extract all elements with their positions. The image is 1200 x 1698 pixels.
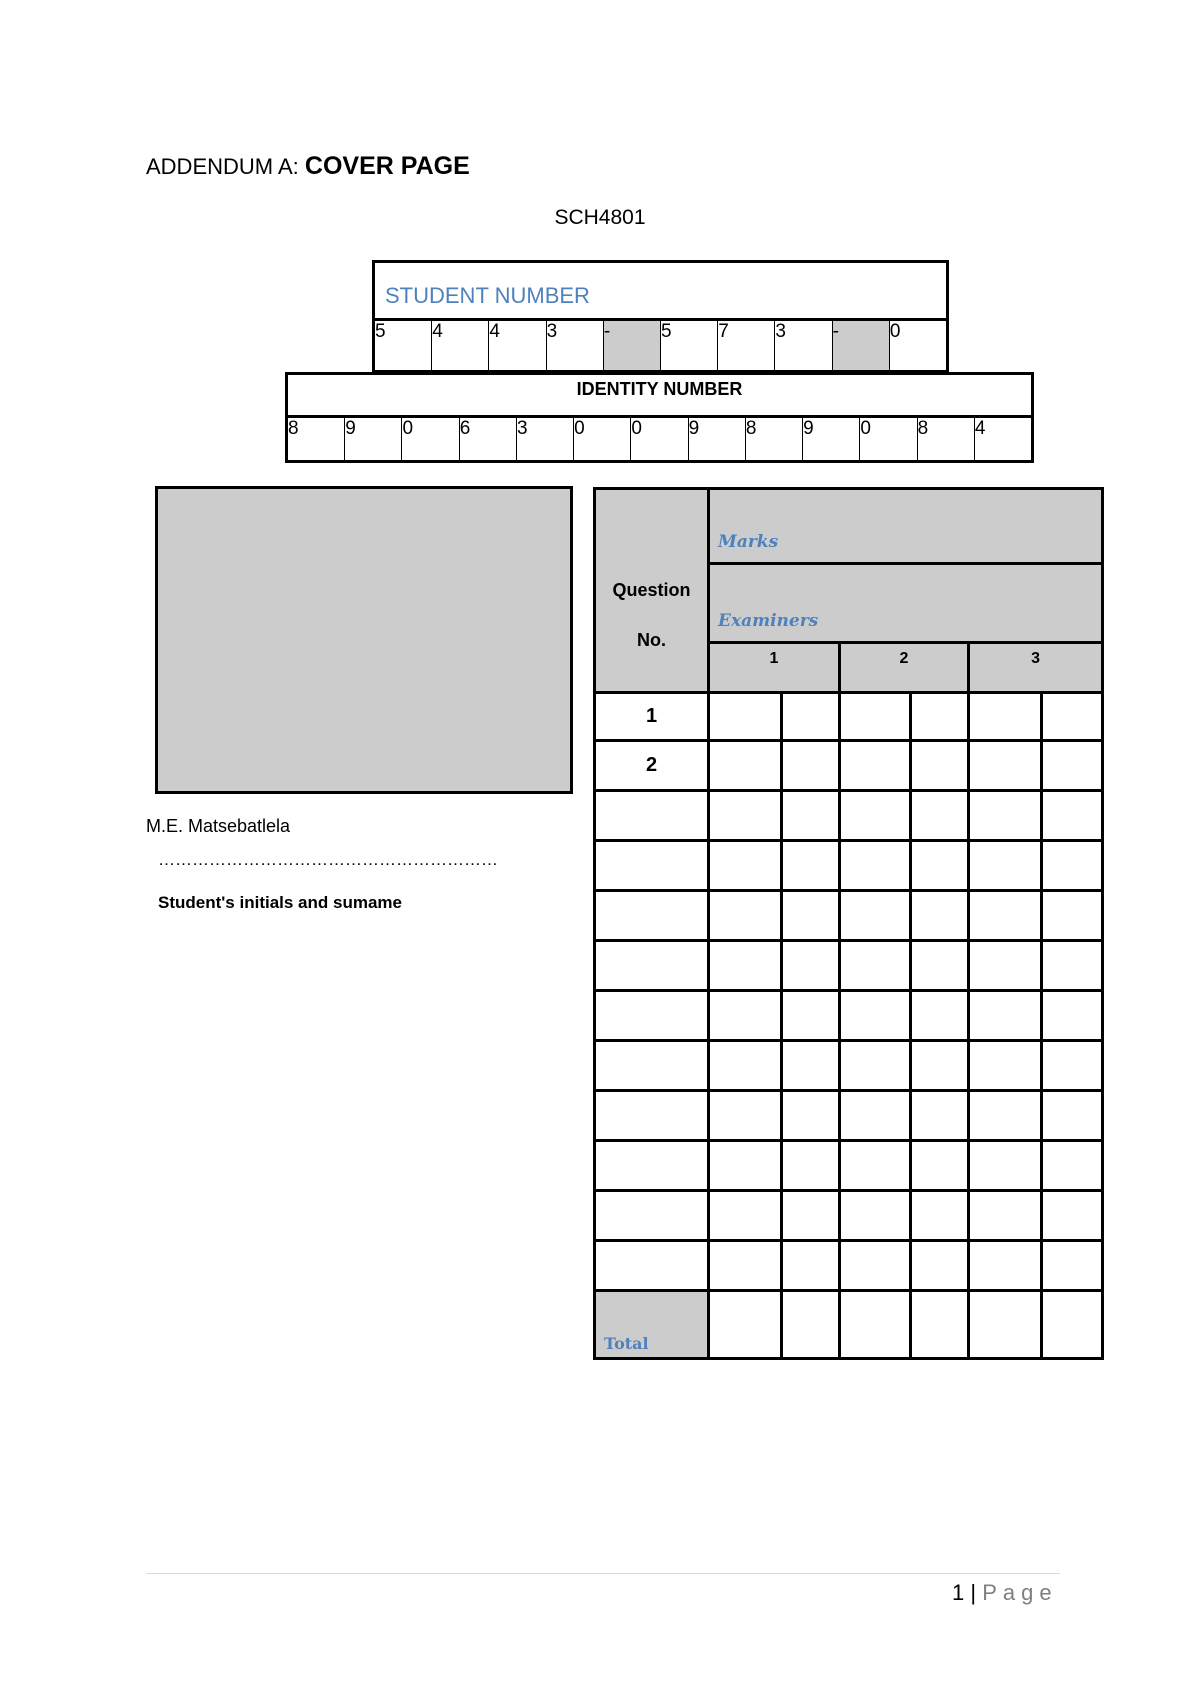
mark-cell bbox=[911, 1041, 969, 1091]
mark-cell bbox=[1042, 1091, 1103, 1141]
mark-cell bbox=[782, 1141, 840, 1191]
mark-cell bbox=[911, 841, 969, 891]
question-header bbox=[595, 489, 709, 693]
mark-cell bbox=[840, 1091, 911, 1141]
student-number-box bbox=[372, 260, 949, 321]
mark-cell bbox=[969, 1141, 1042, 1191]
mark-cell bbox=[782, 1241, 840, 1291]
mark-cell bbox=[969, 841, 1042, 891]
id-digit-cell: 9 bbox=[689, 418, 746, 460]
mark-cell bbox=[709, 1091, 782, 1141]
student-digit-cell: 7 bbox=[718, 321, 775, 370]
question-number bbox=[595, 791, 709, 841]
mark-cell bbox=[709, 741, 782, 791]
mark-cell bbox=[1042, 1241, 1103, 1291]
student-digit-separator: - bbox=[833, 321, 890, 370]
student-digit-cell: 3 bbox=[775, 321, 832, 370]
total-cell bbox=[1042, 1291, 1103, 1359]
mark-cell bbox=[1042, 1191, 1103, 1241]
mark-cell bbox=[709, 1041, 782, 1091]
mark-cell bbox=[969, 891, 1042, 941]
mark-cell bbox=[911, 693, 969, 741]
mark-cell bbox=[709, 991, 782, 1041]
student-digit-cell: 5 bbox=[375, 321, 432, 370]
question-number: 1 bbox=[595, 693, 709, 741]
mark-cell bbox=[911, 1091, 969, 1141]
identity-number-box bbox=[285, 372, 1034, 418]
footer-divider bbox=[146, 1573, 1060, 1574]
mark-cell bbox=[911, 791, 969, 841]
id-digit-cell: 8 bbox=[746, 418, 803, 460]
mark-cell bbox=[840, 1191, 911, 1241]
mark-cell bbox=[709, 941, 782, 991]
mark-cell bbox=[782, 1041, 840, 1091]
id-digit-cell: 4 bbox=[974, 418, 986, 439]
table-row bbox=[595, 841, 1103, 891]
question-number bbox=[595, 991, 709, 1041]
mark-cell bbox=[969, 1041, 1042, 1091]
total-cell bbox=[969, 1291, 1042, 1359]
question-number bbox=[595, 1141, 709, 1191]
mark-cell bbox=[969, 1091, 1042, 1141]
identity-number-title: IDENTITY NUMBER bbox=[576, 379, 743, 399]
mark-cell bbox=[709, 1191, 782, 1241]
id-digit-cell: 0 bbox=[574, 418, 631, 460]
mark-cell bbox=[969, 1241, 1042, 1291]
mark-cell bbox=[911, 991, 969, 1041]
marks-label: Marks bbox=[709, 489, 1103, 564]
mark-cell bbox=[911, 1141, 969, 1191]
mark-cell bbox=[782, 741, 840, 791]
heading-title: COVER PAGE bbox=[304, 152, 470, 180]
mark-cell bbox=[1042, 791, 1103, 841]
question-number bbox=[595, 841, 709, 891]
question-number: 2 bbox=[595, 741, 709, 791]
mark-cell bbox=[911, 1241, 969, 1291]
table-row bbox=[595, 941, 1103, 991]
mark-cell bbox=[782, 891, 840, 941]
mark-cell bbox=[709, 1141, 782, 1191]
student-digit-cell: 5 bbox=[661, 321, 718, 370]
mark-cell bbox=[1042, 841, 1103, 891]
id-digit-cell: 0 bbox=[860, 418, 917, 460]
student-digit-cell: 4 bbox=[489, 321, 546, 370]
mark-cell bbox=[969, 693, 1042, 741]
table-row bbox=[595, 1091, 1103, 1141]
table-row bbox=[595, 1141, 1103, 1191]
mark-cell bbox=[840, 891, 911, 941]
student-number-title: STUDENT NUMBER bbox=[385, 283, 590, 308]
total-row bbox=[595, 1291, 1103, 1359]
mark-cell bbox=[709, 891, 782, 941]
page-number: 1 bbox=[952, 1580, 965, 1605]
examiner-1-header: 1 bbox=[709, 643, 840, 693]
id-digit-cell: 9 bbox=[803, 418, 860, 460]
table-row bbox=[595, 1241, 1103, 1291]
question-number bbox=[595, 1041, 709, 1091]
mark-cell bbox=[782, 791, 840, 841]
mark-cell bbox=[1042, 891, 1103, 941]
student-number-digits bbox=[372, 321, 949, 373]
mark-cell bbox=[782, 991, 840, 1041]
mark-cell bbox=[1042, 941, 1103, 991]
page-heading bbox=[146, 152, 470, 181]
initials-label: Student's initials and sumame bbox=[158, 893, 402, 912]
question-number bbox=[595, 1091, 709, 1141]
id-digit-cell: 8 bbox=[918, 418, 975, 460]
id-digit-cell: 8 bbox=[288, 418, 345, 460]
mark-cell bbox=[709, 693, 782, 741]
mark-cell bbox=[911, 941, 969, 991]
footer-separator: | bbox=[964, 1580, 983, 1605]
student-digit-cell: 4 bbox=[432, 321, 489, 370]
examiners-label: Examiners bbox=[709, 564, 1103, 643]
mark-cell bbox=[1042, 741, 1103, 791]
table-row bbox=[595, 791, 1103, 841]
marks-table bbox=[593, 487, 1104, 1360]
mark-cell bbox=[840, 991, 911, 1041]
page-footer bbox=[952, 1580, 1058, 1606]
heading-prefix: ADDENDUM A: bbox=[146, 154, 305, 179]
examiner-2-header: 2 bbox=[840, 643, 969, 693]
total-cell bbox=[911, 1291, 969, 1359]
table-row bbox=[595, 1041, 1103, 1091]
id-digit-cell: 6 bbox=[460, 418, 517, 460]
mark-cell bbox=[969, 741, 1042, 791]
table-row bbox=[595, 693, 1103, 741]
mark-cell bbox=[911, 1191, 969, 1241]
question-no-label: No. bbox=[637, 629, 666, 650]
table-row bbox=[595, 891, 1103, 941]
mark-cell bbox=[840, 841, 911, 891]
mark-cell bbox=[709, 841, 782, 891]
page-label: Page bbox=[982, 1580, 1058, 1605]
mark-cell bbox=[969, 991, 1042, 1041]
question-number bbox=[595, 1241, 709, 1291]
mark-cell bbox=[782, 1091, 840, 1141]
mark-cell bbox=[911, 891, 969, 941]
examiner-3-header: 3 bbox=[969, 643, 1103, 693]
question-number bbox=[595, 1191, 709, 1241]
mark-cell bbox=[709, 791, 782, 841]
mark-cell bbox=[782, 841, 840, 891]
question-number bbox=[595, 941, 709, 991]
mark-cell bbox=[840, 741, 911, 791]
table-row bbox=[595, 1191, 1103, 1241]
id-digit-cell: 0 bbox=[402, 418, 459, 460]
total-cell bbox=[840, 1291, 911, 1359]
id-digit-cell: 0 bbox=[631, 418, 688, 460]
question-label: Question bbox=[612, 579, 691, 600]
mark-cell bbox=[969, 791, 1042, 841]
mark-cell bbox=[911, 741, 969, 791]
mark-cell bbox=[1042, 1041, 1103, 1091]
student-digit-separator: - bbox=[604, 321, 661, 370]
total-cell bbox=[782, 1291, 840, 1359]
identity-number-digits bbox=[285, 418, 1034, 463]
mark-cell bbox=[840, 791, 911, 841]
mark-cell bbox=[1042, 1141, 1103, 1191]
mark-cell bbox=[709, 1241, 782, 1291]
mark-cell bbox=[969, 941, 1042, 991]
mark-cell bbox=[969, 1191, 1042, 1241]
mark-cell bbox=[782, 941, 840, 991]
total-label: Total bbox=[595, 1291, 709, 1359]
table-row bbox=[595, 741, 1103, 791]
student-digit-cell: 0 bbox=[889, 321, 901, 342]
student-name: M.E. Matsebatlela bbox=[146, 816, 291, 836]
total-cell bbox=[709, 1291, 782, 1359]
mark-cell bbox=[782, 693, 840, 741]
signature-dotted-line: …………………………………………………… bbox=[158, 850, 498, 869]
mark-cell bbox=[840, 1141, 911, 1191]
mark-cell bbox=[840, 1041, 911, 1091]
photo-box bbox=[155, 486, 573, 794]
mark-cell bbox=[782, 1191, 840, 1241]
mark-cell bbox=[1042, 693, 1103, 741]
course-code: SCH4801 bbox=[554, 206, 646, 229]
student-digit-cell: 3 bbox=[547, 321, 604, 370]
question-number bbox=[595, 891, 709, 941]
id-digit-cell: 9 bbox=[345, 418, 402, 460]
mark-cell bbox=[840, 693, 911, 741]
mark-cell bbox=[1042, 991, 1103, 1041]
table-row bbox=[595, 991, 1103, 1041]
mark-cell bbox=[840, 1241, 911, 1291]
mark-cell bbox=[840, 941, 911, 991]
id-digit-cell: 3 bbox=[517, 418, 574, 460]
